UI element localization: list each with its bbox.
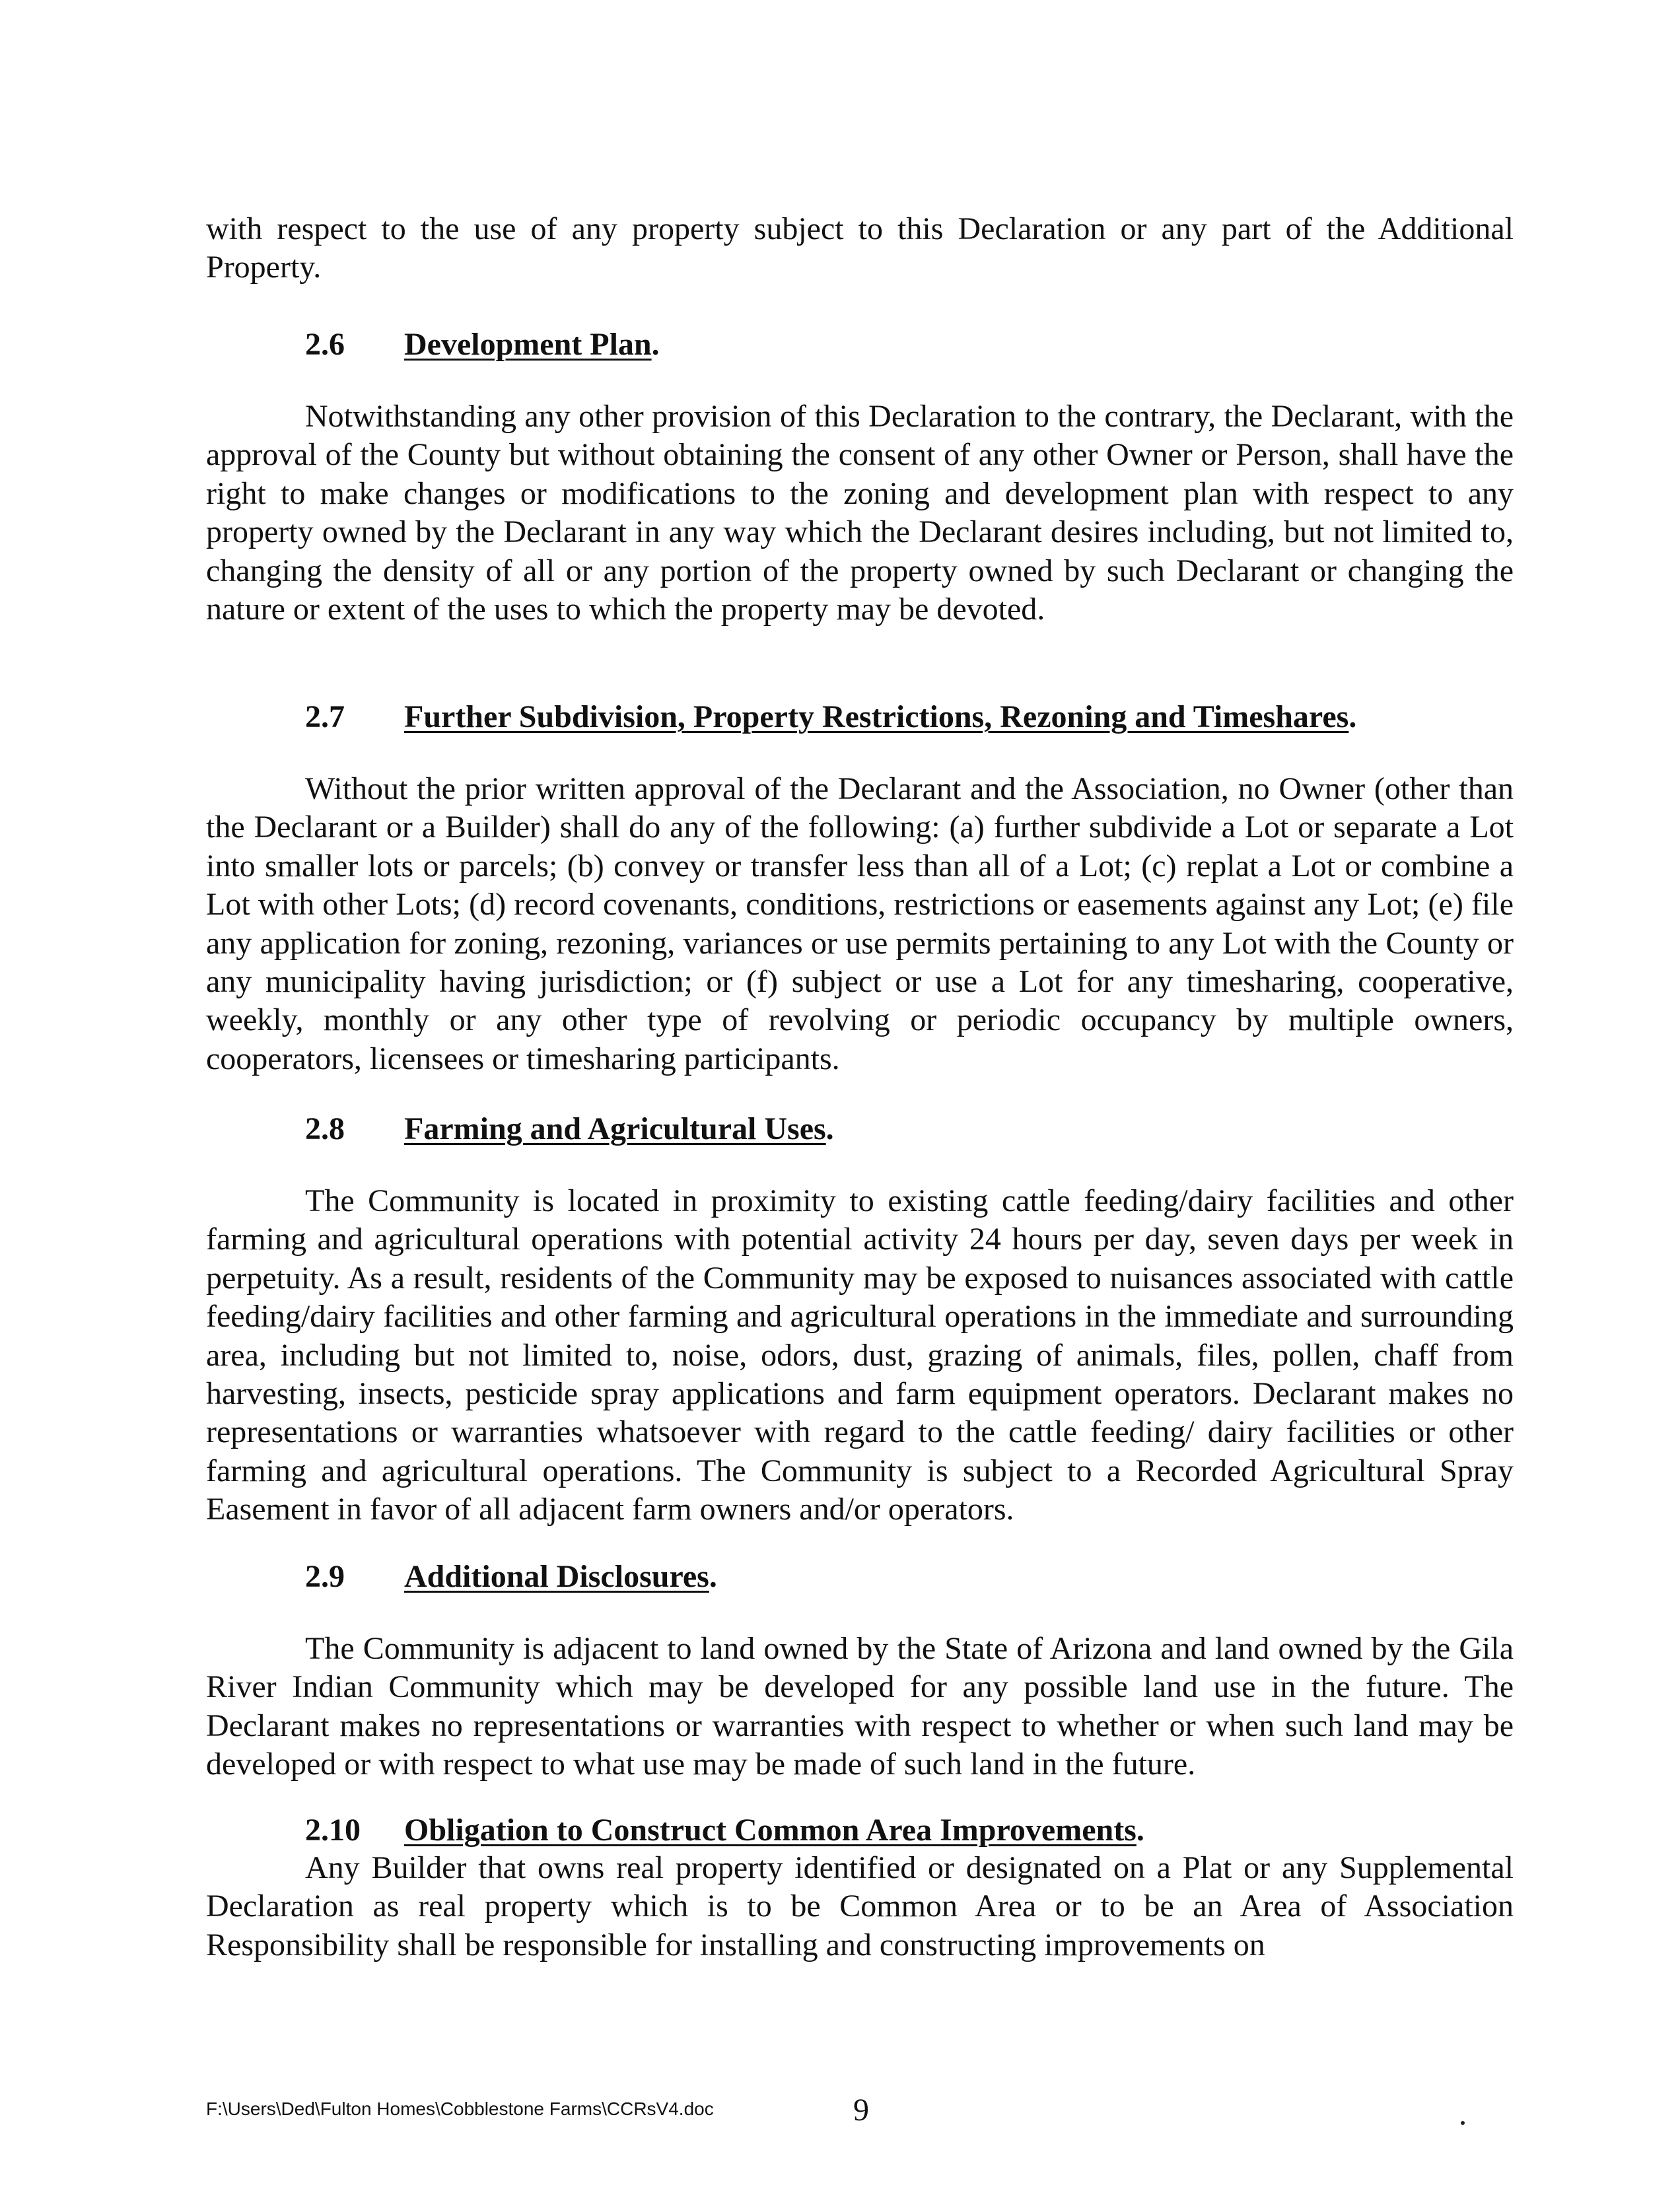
section-paragraph-2-10: Any Builder that owns real property identified or designated on a Plat or any Supplemental Declaration as real property which is to be Common Area or to be an Area of Association Responsibility shall be responsible for installing and constructing improvements on <box>206 1850 1514 1962</box>
scan-speck <box>1461 2121 1465 2125</box>
section-title: Development Plan <box>404 327 652 362</box>
section-paragraph-2-7: Without the prior written approval of the Declarant and the Association, no Owner (other than the Declarant or a Builder) shall do any of the following: (a) further subdivide a Lot or separate a Lot into smaller lots or parcels; (b) convey or transfer less than all of a Lot; (c) replat a Lot or combine a Lot with other Lots; (d) record covenants, conditions, restrictions or easements against any Lot; (e) file any application for zoning, rezoning, variances or use permits pertaining to any Lot with the County or any municipality having jurisdiction; or (f) subject or use a Lot for any timesharing, cooperative, weekly, monthly or any other type of revolving or periodic occupancy by multiple owners, cooperators, licensees or timesharing participants. <box>206 771 1514 1076</box>
section-number: 2.9 <box>305 1559 345 1594</box>
section-paragraph-2-9: The Community is adjacent to land owned by the State of Arizona and land owned by the Gila River Indian Community which may be developed for any possible land use in the future. The Declarant makes no representations or warranties with respect to whether or when such land may be developed or with respect to what use may be made of such land in the future. <box>206 1631 1514 1782</box>
section-heading-2-9: 2.9 Additional Disclosures. <box>305 1557 717 1597</box>
footer-file-path: F:\Users\Ded\Fulton Homes\Cobblestone Farms\CCRsV4.doc <box>206 2099 714 2119</box>
section-paragraph-2-8: The Community is located in proximity to existing cattle feeding/dairy facilities and other farming and agricultural operations with potential activity 24 hours per day, seven days per week in perpetuity. As a result, residents of the Community may be exposed to nuisances associated with cattle feeding/dairy facilities and other farming and agricultural operations in the immediate and surrounding area, including but not limited to, noise, odors, dust, grazing of animals, files, pollen, chaff from harvesting, insects, pesticide spray applications and farm equipment operators. Declarant makes no representations or warranties whatsoever with regard to the cattle feeding/ dairy facilities or other farming and agricultural operations. The Community is subject to a Recorded Agricultural Spray Easement in favor of all adjacent farm owners and/or operators. <box>206 1183 1514 1527</box>
section-title: Obligation to Construct Common Area Improvements <box>404 1813 1137 1848</box>
section-number: 2.8 <box>305 1111 345 1146</box>
section-heading-2-6: 2.6 Development Plan. <box>305 325 660 364</box>
section-number: 2.6 <box>305 327 345 362</box>
section-number: 2.10 <box>305 1813 361 1848</box>
section-heading-2-10: 2.10 Obligation to Construct Common Area Improvements. <box>305 1811 1144 1850</box>
section-title: Additional Disclosures <box>404 1559 709 1594</box>
page-number: 9 <box>853 2093 869 2128</box>
section-heading-2-8: 2.8 Farming and Agricultural Uses. <box>305 1109 834 1149</box>
section-number: 2.7 <box>305 699 345 734</box>
section-title: Farming and Agricultural Uses <box>404 1111 826 1146</box>
section-heading-2-7: 2.7 Further Subdivision, Property Restrictions, Rezoning and Timeshares. <box>305 697 1356 737</box>
continuation-paragraph: with respect to the use of any property subject to this Declaration or any part of the Additional Property. <box>206 211 1514 285</box>
section-title: Further Subdivision, Property Restrictions, Rezoning and Timeshares <box>404 699 1349 734</box>
section-paragraph-2-6: Notwithstanding any other provision of this Declaration to the contrary, the Declarant, with the approval of the County but without obtaining the consent of any other Owner or Person, shall have the right to make changes or modifications to the zoning and development plan with respect to any property owned by the Declarant in any way which the Declarant desires including, but not limited to, changing the density of all or any portion of the property owned by such Declarant or changing the nature or extent of the uses to which the property may be devoted. <box>206 399 1514 627</box>
